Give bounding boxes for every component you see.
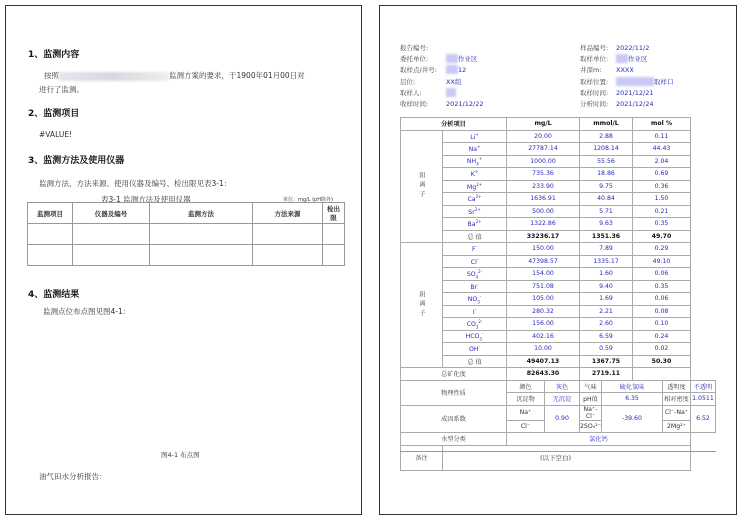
mmol-cell: 2.88 xyxy=(580,130,633,143)
total-mol: 49.70 xyxy=(632,230,690,243)
mmol-cell: 2.21 xyxy=(580,305,633,318)
total-mg: 33236.17 xyxy=(507,230,580,243)
genesis-row xyxy=(401,405,716,420)
th-mmol: mmol/L xyxy=(580,118,633,131)
clarity-value: 不透明 xyxy=(690,380,715,393)
meta-value: XXXX xyxy=(616,66,634,75)
divider xyxy=(400,451,716,452)
total-row xyxy=(401,355,716,368)
ion-cell xyxy=(443,330,507,343)
ion-row xyxy=(401,218,716,231)
ion-cell xyxy=(443,268,507,281)
sediment-value: 无沉淀 xyxy=(545,393,580,406)
mg-cell: 500.00 xyxy=(507,205,580,218)
total-mg: 49407.13 xyxy=(507,355,580,368)
th-mg: mg/L xyxy=(507,118,580,131)
meta-row xyxy=(580,77,674,88)
mg-cell: 27787.14 xyxy=(507,143,580,156)
section1-suffix: 监测方案的要求，于1900年01月00日对 xyxy=(169,71,305,80)
ph-label: pH值 xyxy=(580,393,602,406)
table-cell xyxy=(632,368,690,381)
section1-text xyxy=(44,70,305,81)
section4-title: 4、监测结果 xyxy=(28,290,80,300)
ion-row xyxy=(401,318,716,331)
mg-cell: 1636.91 xyxy=(507,193,580,206)
ion-row xyxy=(401,255,716,268)
mg-cell: 735.36 xyxy=(507,168,580,181)
ion-symbol: NO xyxy=(467,295,478,303)
ion-cell xyxy=(443,168,507,181)
total-row xyxy=(401,230,716,243)
ratio1-denominator: Cl⁻ xyxy=(507,420,545,433)
physical-row xyxy=(401,380,716,393)
ion-symbol: NH xyxy=(466,158,477,166)
ion-symbol: OH xyxy=(469,346,479,354)
meta-row xyxy=(580,54,674,65)
table-cell xyxy=(73,245,150,266)
table-cell xyxy=(28,224,73,245)
report-page-left xyxy=(5,5,362,515)
table-cell xyxy=(253,245,323,266)
ratio2-numerator: Na⁺-Cl⁻ xyxy=(580,405,602,420)
mol-cell: 1.50 xyxy=(632,193,690,206)
mg-cell: 10.00 xyxy=(507,343,580,356)
mol-cell: 0.06 xyxy=(632,293,690,306)
mg-cell: 154.00 xyxy=(507,268,580,281)
water-type-row xyxy=(401,433,716,446)
ion-row xyxy=(401,130,716,143)
ratio3-numerator: Cl⁻-Na⁺ xyxy=(662,405,690,420)
section1-title: 1、监测内容 xyxy=(28,50,80,60)
ion-symbol: CO xyxy=(466,320,476,328)
ion-sub: 4 xyxy=(476,161,479,167)
ion-sub: 3 xyxy=(479,336,482,342)
ion-symbol: Li xyxy=(470,133,476,141)
mol-cell: 0.06 xyxy=(632,268,690,281)
mmol-cell: 55.56 xyxy=(580,155,633,168)
ion-charge: + xyxy=(477,144,481,150)
ion-charge: - xyxy=(478,344,480,350)
meta-row xyxy=(580,88,674,99)
mol-cell: 0.08 xyxy=(632,305,690,318)
report-page-right xyxy=(379,5,737,515)
table-cell xyxy=(150,224,253,245)
redacted-block xyxy=(446,54,458,63)
table-cell xyxy=(253,224,323,245)
mmol-cell: 2.60 xyxy=(580,318,633,331)
section4-text: 监测点位布点图见图4-1： xyxy=(43,307,131,316)
meta-label: 井深m: xyxy=(580,66,602,75)
ion-symbol: SO xyxy=(466,270,476,278)
mol-cell: 0.35 xyxy=(632,280,690,293)
color-value: 灰色 xyxy=(545,380,580,393)
mol-cell: 0.29 xyxy=(632,243,690,256)
ion-row xyxy=(401,180,716,193)
table31 xyxy=(27,202,345,266)
tds-mmol: 2719.11 xyxy=(580,368,633,381)
total-mmol: 1367.75 xyxy=(580,355,633,368)
ion-charge: 2+ xyxy=(475,219,482,225)
section2-text: #VALUE! xyxy=(39,130,73,139)
ion-cell xyxy=(443,218,507,231)
redacted-block xyxy=(616,54,628,63)
mg-cell: 156.00 xyxy=(507,318,580,331)
ion-sub: 4 xyxy=(475,273,479,279)
footer-text: 油气田水分析报告： xyxy=(39,472,107,481)
meta-value: 2021/12/24 xyxy=(616,100,654,109)
ion-symbol: K xyxy=(470,171,475,179)
ion-cell xyxy=(443,205,507,218)
ion-charge: - xyxy=(475,244,477,250)
meta-label: 取样点/井号: xyxy=(400,66,437,75)
odor-value: 硫化氢味 xyxy=(601,380,662,393)
ion-cell xyxy=(443,343,507,356)
mg-cell: 150.00 xyxy=(507,243,580,256)
header-row xyxy=(401,118,716,131)
ion-symbol: Mg xyxy=(466,183,477,191)
mg-cell: 105.00 xyxy=(507,293,580,306)
ion-cell xyxy=(443,280,507,293)
ion-charge: - xyxy=(481,331,484,337)
th-source: 方法来源 xyxy=(253,203,323,224)
ion-cell xyxy=(443,243,507,256)
tds-row xyxy=(401,368,716,381)
ratio1-numerator: Na⁺ xyxy=(507,405,545,420)
ion-charge: + xyxy=(475,131,479,137)
ion-charge: 2+ xyxy=(476,181,483,187)
odor-label: 气味 xyxy=(580,380,602,393)
ion-cell xyxy=(443,255,507,268)
meta-value: 2022/11/2 xyxy=(616,44,650,52)
mmol-cell: 9.40 xyxy=(580,280,633,293)
mg-cell: 280.32 xyxy=(507,305,580,318)
redacted-block xyxy=(616,77,654,86)
mg-cell: 233.90 xyxy=(507,180,580,193)
total-mol: 50.30 xyxy=(632,355,690,368)
table31-header-row xyxy=(28,203,345,224)
ion-row xyxy=(401,280,716,293)
table-cell xyxy=(323,224,345,245)
ion-symbol: Ca xyxy=(467,196,476,204)
figure-caption: 图4-1 布点图 xyxy=(161,451,200,459)
mmol-cell: 1.69 xyxy=(580,293,633,306)
ion-symbol: Br xyxy=(470,283,478,291)
mol-cell: 0.24 xyxy=(632,330,690,343)
mg-cell: 1000.00 xyxy=(507,155,580,168)
mmol-cell: 18.86 xyxy=(580,168,633,181)
section2-title: 2、监测项目 xyxy=(28,109,80,119)
ion-symbol: Na xyxy=(468,146,478,154)
ion-row xyxy=(401,268,716,281)
mol-cell: 0.35 xyxy=(632,218,690,231)
meta-value: 作业区 xyxy=(458,55,478,64)
analysis-table-body xyxy=(401,118,716,471)
ion-cell xyxy=(443,180,507,193)
meta-row xyxy=(400,43,483,54)
ion-cell xyxy=(443,305,507,318)
redacted-block xyxy=(59,72,169,81)
meta-label: 取样人: xyxy=(400,88,422,97)
mmol-cell: 40.84 xyxy=(580,193,633,206)
mol-cell: 0.36 xyxy=(632,180,690,193)
total-label: 总 值 xyxy=(443,355,507,368)
end-note: (以下空白) xyxy=(540,454,572,462)
section1-text-line2: 进行了监测。 xyxy=(39,85,84,94)
mmol-cell: 9.63 xyxy=(580,218,633,231)
density-value: 1.0511 xyxy=(690,393,715,406)
physical-label: 物理性质 xyxy=(401,380,507,405)
table-row xyxy=(28,245,345,266)
color-label: 颜色 xyxy=(507,380,545,393)
ion-charge: - xyxy=(476,256,479,262)
ion-charge: - xyxy=(477,281,479,287)
th-item: 监测项目 xyxy=(28,203,73,224)
meta-row xyxy=(400,99,483,110)
ion-charge: + xyxy=(478,156,483,162)
mol-cell: 49.10 xyxy=(632,255,690,268)
mol-cell: 0.10 xyxy=(632,318,690,331)
sediment-label: 沉淀物 xyxy=(507,393,545,406)
group-label: 阳离子 xyxy=(401,130,443,243)
meta-value: 2021/12/21 xyxy=(616,88,654,97)
meta-left xyxy=(400,43,483,110)
tds-label: 总矿化度 xyxy=(401,368,507,381)
ph-value: 6.35 xyxy=(601,393,662,406)
tds-mg: 82643.30 xyxy=(507,368,580,381)
mol-cell: 0.69 xyxy=(632,168,690,181)
meta-label: 报告编号: xyxy=(400,44,429,52)
ion-row xyxy=(401,193,716,206)
ion-row xyxy=(401,293,716,306)
ion-cell xyxy=(443,193,507,206)
ratio2-value: -39.60 xyxy=(601,405,662,433)
meta-row xyxy=(580,43,674,54)
ion-charge: 2- xyxy=(478,268,483,274)
meta-label: 取样时间: xyxy=(580,88,609,97)
ion-sub: 3 xyxy=(477,298,480,304)
meta-label: 样品编号: xyxy=(580,44,609,52)
ion-row xyxy=(401,330,716,343)
analysis-table xyxy=(400,117,716,471)
ion-cell xyxy=(443,293,507,306)
ratio3-value: 6.52 xyxy=(690,405,715,433)
mmol-cell: 5.71 xyxy=(580,205,633,218)
ion-charge: 2- xyxy=(478,318,483,324)
ion-sub: 3 xyxy=(475,323,479,329)
th-instrument: 仪器及编号 xyxy=(73,203,150,224)
ion-row xyxy=(401,168,716,181)
ion-cell xyxy=(443,155,507,168)
meta-value: 取样口 xyxy=(654,77,674,86)
clarity-label: 透明度 xyxy=(662,380,690,393)
mg-cell: 47398.57 xyxy=(507,255,580,268)
mol-cell: 0.11 xyxy=(632,130,690,143)
meta-label: 委托单位: xyxy=(400,55,429,64)
mmol-cell: 6.59 xyxy=(580,330,633,343)
meta-row xyxy=(400,88,483,99)
genesis-label: 成因系数 xyxy=(401,405,507,433)
water-type-value: 氯化钙 xyxy=(507,433,691,446)
mg-cell: 402.16 xyxy=(507,330,580,343)
ion-charge: - xyxy=(479,293,482,299)
mol-cell: 0.02 xyxy=(632,343,690,356)
table-cell xyxy=(323,245,345,266)
th-method: 监测方法 xyxy=(150,203,253,224)
meta-value: 作业区 xyxy=(628,55,648,64)
meta-row xyxy=(580,65,674,76)
mg-cell: 751.08 xyxy=(507,280,580,293)
ion-charge: 2+ xyxy=(475,194,482,200)
group-label: 阴离子 xyxy=(401,243,443,368)
ion-charge: + xyxy=(474,169,479,175)
section3-title: 3、监测方法及使用仪器 xyxy=(28,156,125,166)
ratio2-denominator: 2SO₄²⁻ xyxy=(580,420,602,433)
ion-cell xyxy=(443,318,507,331)
mmol-cell: 0.59 xyxy=(580,343,633,356)
ion-row xyxy=(401,305,716,318)
mmol-cell: 1.60 xyxy=(580,268,633,281)
mol-cell: 2.04 xyxy=(632,155,690,168)
meta-label: 收样时间: xyxy=(400,100,429,109)
meta-row xyxy=(400,65,483,76)
section3-text: 监测方法、方法来源、使用仪器及编号、检出限见表3-1： xyxy=(39,179,232,188)
ion-symbol: I xyxy=(472,308,475,316)
ion-row xyxy=(401,155,716,168)
mmol-cell: 1208.14 xyxy=(580,143,633,156)
ion-cell xyxy=(443,130,507,143)
ion-symbol: F xyxy=(471,246,476,254)
meta-row xyxy=(400,77,483,88)
ion-row xyxy=(401,205,716,218)
total-label: 总 值 xyxy=(443,230,507,243)
ion-row xyxy=(401,243,716,256)
meta-right xyxy=(580,43,674,110)
mol-cell: 0.21 xyxy=(632,205,690,218)
ion-charge: 2+ xyxy=(474,206,481,212)
meta-value: XX组 xyxy=(446,77,462,86)
ion-cell xyxy=(443,143,507,156)
density-label: 相对密度 xyxy=(662,393,690,406)
section1-prefix: 按照 xyxy=(44,71,59,80)
ion-row xyxy=(401,343,716,356)
ion-symbol: Ba xyxy=(467,221,476,229)
mmol-cell: 9.75 xyxy=(580,180,633,193)
mol-cell: 44.43 xyxy=(632,143,690,156)
table-row xyxy=(28,224,345,245)
mmol-cell: 1335.17 xyxy=(580,255,633,268)
meta-label: 分析时间: xyxy=(580,100,609,109)
th-limit: 检出限 xyxy=(323,203,345,224)
ratio1-value: 0.90 xyxy=(545,405,580,433)
meta-value: 12 xyxy=(458,66,467,75)
mmol-cell: 7.89 xyxy=(580,243,633,256)
meta-row xyxy=(400,54,483,65)
water-type-label: 水型分类 xyxy=(401,433,507,446)
redacted-block xyxy=(446,88,456,97)
table-cell xyxy=(150,245,253,266)
meta-row xyxy=(580,99,674,110)
total-mmol: 1351.36 xyxy=(580,230,633,243)
ion-symbol: Cl xyxy=(470,258,477,266)
table-cell xyxy=(28,245,73,266)
meta-label: 取样单位: xyxy=(580,55,609,64)
meta-value: 2021/12/22 xyxy=(446,100,484,109)
ratio3-denominator: 2Mg²⁺ xyxy=(662,420,690,433)
mg-cell: 1322.86 xyxy=(507,218,580,231)
remarks-label: 备注 xyxy=(401,445,443,470)
mg-cell: 20.00 xyxy=(507,130,580,143)
meta-label: 取样位置: xyxy=(580,77,609,86)
ion-row xyxy=(401,143,716,156)
redacted-block xyxy=(446,65,458,74)
table31-unit: 单位：mg/L (pH除外) xyxy=(283,197,333,203)
th-item: 分析项目 xyxy=(401,118,507,131)
meta-label: 层位: xyxy=(400,77,416,86)
table31-caption: 表3-1 监测方法及使用仪器 xyxy=(101,195,191,204)
ion-symbol: Sr xyxy=(468,208,475,216)
table-cell xyxy=(73,224,150,245)
ion-symbol: HCO xyxy=(465,333,480,341)
th-mol: mol % xyxy=(632,118,690,131)
ion-charge: - xyxy=(474,306,477,312)
